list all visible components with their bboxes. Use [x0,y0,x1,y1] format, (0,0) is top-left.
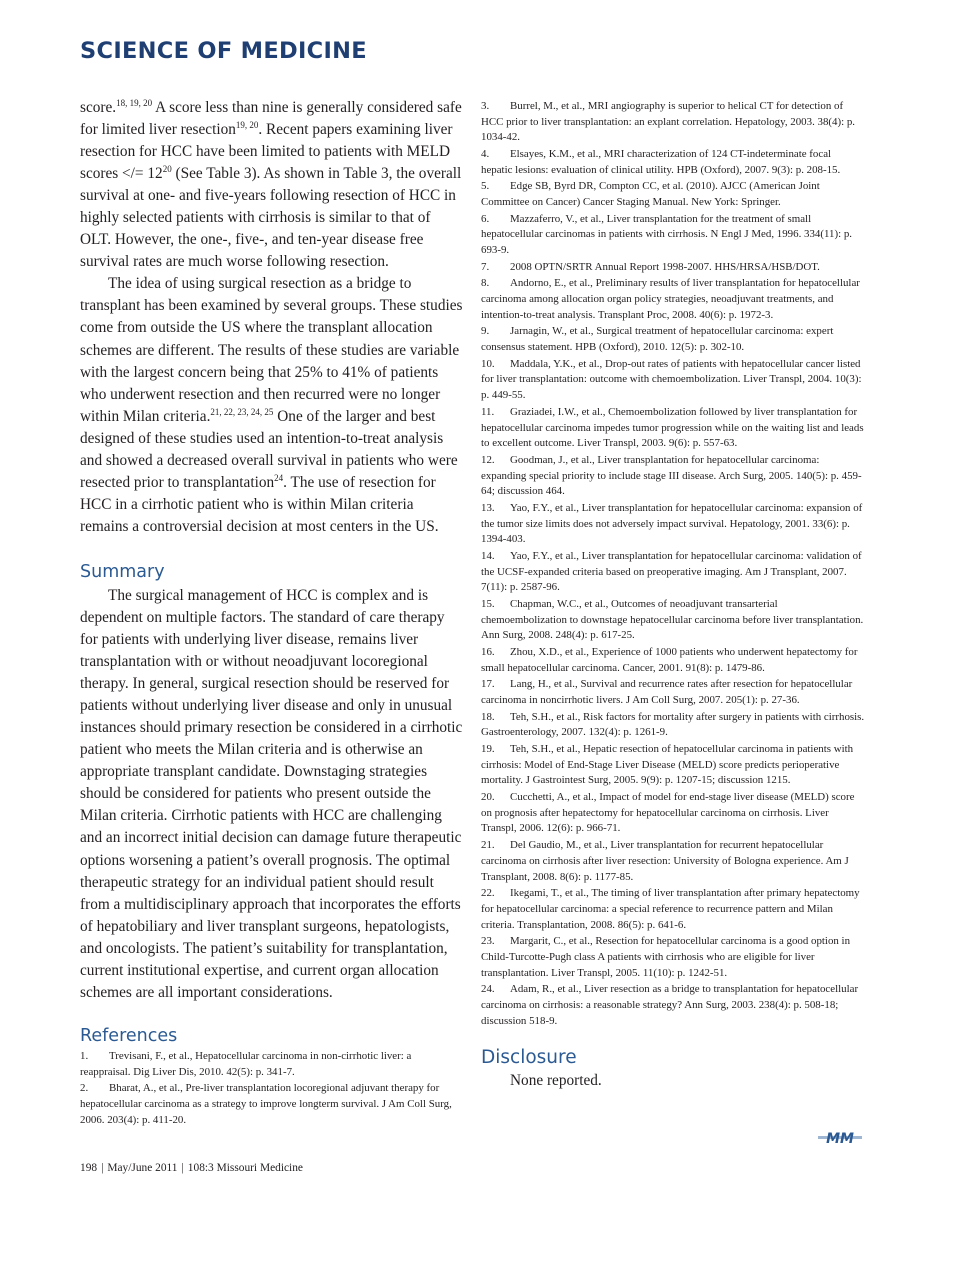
reference-number: 11. [481,405,495,418]
reference-number: 12. [481,453,495,466]
disclosure-text: None reported. [510,1072,602,1090]
page-footer: 198 | May/June 2011 | 108:3 Missouri Medicine [80,1162,303,1174]
reference-number: 2. [80,1082,89,1095]
reference-number: 19. [481,743,495,755]
reference-item [481,677,865,708]
summary-heading: Summary [80,561,165,582]
reference-item [481,453,865,500]
issue-date: May/June 2011 [107,1162,178,1174]
reference-number: 5. [481,180,490,193]
reference-text: Yao, F.Y., et al., Liver transplantation for hepatocellular carcinoma: validation of the UCSF-expanded criteria based on preoperative imaging. Am J Transplant, 2007. 7(11): p. 2587-96. [481,549,862,594]
reference-text: Chapman, W.C., et al., Outcomes of neoadjuvant transarterial chemoembolization to downstage hepatocellular carcinoma before liver transplantation. Ann Surg, 2008. 248(4): p. 617-25. [481,597,864,642]
summary-paragraph: The surgical management of HCC is complex and is dependent on multiple factors. The standard of care therapy for patients with underlying liver disease, remains liver transplantation with or without neoadjuvant locoregional therapy. In general, surgical resection should be reserved for patients without underlying liver disease and only in unusual instances should primary resection be considered in a cirrhotic patient who meets the Milan criteria and is otherwise an appropriate transplant candidate. Downstaging strategies should be considered for patients who present outside the Milan criteria. Cirrhotic patients with HCC are challenging and an incorrect initial decision can damage future therapeutic options worsening a patient’s overall prognosis. The optimal therapeutic strategy for an individual patient should result from a multidisciplinary approach that incorporates the efforts of hepatobiliary and liver transplant surgeons, hepatologists, and oncologists. The patient’s suitability for transplantation, current institutional expertise, and current organ allocation schemes are all important considerations. [80,586,463,1001]
reference-number: 8. [481,277,490,290]
reference-list-left [80,1049,464,1128]
reference-text: Cucchetti, A., et al., Impact of model for end-stage liver disease (MELD) score on prognosis after hepatectomy for hepatocellular carcinoma on cirrhosis. Liver Transpl, 2006. 12(6): p. 966-71. [481,791,855,835]
reference-number: 13. [481,501,495,514]
reference-text: Trevisani, F., et al., Hepatocellular carcinoma in non-cirrhotic liver: a reappraisal. Dig Liver Dis, 2010. 42(5): p. 341-7. [80,1049,412,1078]
reference-number: 10. [481,357,495,370]
reference-text: Teh, S.H., et al., Hepatic resection of hepatocellular carcinoma in patients with cirrhosis: Model of End-Stage Liver Disease (MELD) score predicts perioperative mortality. J Gastrointest Surg, 2005. 9(9): p. 1207-15; discussion 1215. [481,743,854,787]
reference-number: 20. [481,791,495,804]
reference-item [481,147,865,178]
missouri-medicine-logo [818,1129,862,1145]
reference-number: 6. [481,212,490,225]
reference-text: Adam, R., et al., Liver resection as a bridge to transplantation for hepatocellular carcinoma on cirrhosis: a reasonable strategy? Ann Surg, 2003. 238(4): p. 508-18; discussion 518-9. [481,983,859,1027]
reference-number: 3. [481,100,490,112]
reference-item [481,645,865,676]
reference-text: Goodman, J., et al., Liver transplantation for hepatocellular carcinoma: expanding special priority to include stage III disease. Arch Surg, 2005. 140(5): p. 459-64; discussion 464. [481,453,862,498]
reference-text: Ikegami, T., et al., The timing of liver transplantation after primary hepatectomy for hepatocellular carcinoma: a special reference to recurrence pattern and Milan criteria. Transplantation, 2008. 86(5): p. 641-6. [481,887,860,931]
logo-mark-text: MM [826,1131,854,1145]
reference-number: 9. [481,325,490,338]
page-number: 198 [80,1162,98,1174]
reference-number: 18. [481,710,495,723]
reference-number: 16. [481,646,495,659]
reference-item [481,742,865,789]
reference-text: Andorno, E., et al., Preliminary results of liver transplantation for hepatocellular carcinoma among allocation organ policy strategies, neoadjuvant treatments, and intention-to-treat analysis. Transplant Proc, 2008. 40(6): p. 1972-3. [481,277,860,321]
reference-item [481,886,865,933]
reference-item [481,357,865,404]
reference-item [481,838,865,885]
journal-section-title: SCIENCE OF MEDICINE [80,38,367,64]
journal-issue: 108:3 Missouri Medicine [187,1162,303,1174]
reference-item [481,597,865,644]
reference-item [481,405,865,452]
reference-item [481,549,865,596]
reference-text: Graziadei, I.W., et al., Chemoembolization followed by liver transplantation for hepatocellular carcinoma impedes tumor progression while on the waiting list and leads to excellent outcome. Liver Transpl, 2003. 9(6): p. 557-63. [481,405,864,450]
references-heading: References [80,1025,178,1046]
reference-item [481,324,865,355]
reference-item [481,212,865,259]
reference-text: Margarit, C., et al., Resection for hepatocellular carcinoma is a good option in Child-Turcotte-Pugh class A patients with cirrhosis who are eligible for liver transplantation. Liver Transpl, 2005. 11(10): p. 1242-51. [481,935,851,979]
reference-text: Maddala, Y.K., et al., Drop-out rates of patients with hepatocellular cancer listed for liver transplantation: outcome with chemoembolization. Liver Transpl, 2004. 10(3): p. 449-55. [481,357,862,402]
reference-number: 1. [80,1049,89,1062]
disclosure-heading: Disclosure [481,1047,577,1069]
reference-item [481,179,865,210]
reference-list-right [481,99,865,1029]
reference-number: 7. [481,260,490,273]
reference-number: 17. [481,678,495,691]
reference-item [481,276,865,323]
reference-text: Elsayes, K.M., et al., MRI characterization of 124 CT-indeterminate focal hepatic lesions: evaluation of clinical utility. HPB (Oxford), 2007. 9(3): p. 208-15. [481,148,841,176]
reference-number: 24. [481,983,495,996]
reference-text: Yao, F.Y., et al., Liver transplantation for hepatocellular carcinoma: expansion of the tumor size limits does not adversely impact survival. Hepatology, 2001. 33(6): p. 1394-403. [481,501,863,546]
reference-text: Lang, H., et al., Survival and recurrence rates after resection for hepatocellular carcinoma in noncirrhotic livers. J Am Coll Surg, 2007. 205(1): p. 27-36. [481,678,853,707]
reference-item [481,934,865,981]
reference-number: 14. [481,549,495,562]
reference-item [80,1049,464,1080]
reference-number: 15. [481,597,495,610]
body-paragraph-2: The idea of using surgical resection as a bridge to transplant has been examined by several groups. These studies come from outside the US where the transplant allocation schemes are different. The results of these studies are variable with the largest concern being that 25% to 41% of patients who underwent resection and then recurred were no longer within Milan criteria.$^{21, 22, 23, 24, 25}$ One of the larger and best designed of these studies used an intention-to-treat analysis and showed a decreased overall survival in patients who were resected prior to transplantation$^{24}$. The use of resection for HCC in a cirrhotic patient who is within Milan criteria remains a controversial decision at most centers in the US. [80,275,463,535]
reference-text: Del Gaudio, M., et al., Liver transplantation for recurrent hepatocellular carcinoma on cirrhosis after liver resection: University of Bologna experience. Am J Transplant, 2008. 8(6): p. 1177-85. [481,839,849,883]
reference-text: Mazzaferro, V., et al., Liver transplantation for the treatment of small hepatocellular carcinomas in patients with cirrhosis. N Engl J Med, 1996. 334(11): p. 693-9. [481,212,853,257]
reference-text: Teh, S.H., et al., Risk factors for mortality after surgery in patients with cirrhosis. Gastroenterology, 2007. 132(4): p. 1261-9. [481,710,865,739]
left-column [80,97,464,1129]
reference-item [481,501,865,548]
reference-text: Jarnagin, W., et al., Surgical treatment of hepatocellular carcinoma: expert consensus statement. HPB (Oxford), 2010. 12(5): p. 302-10. [481,325,834,354]
reference-text: Bharat, A., et al., Pre-liver transplantation locoregional adjuvant therapy for hepatocellular carcinoma as a strategy to improve longterm survival. J Am Coll Surg, 2006. 203(4): p. 411-20. [80,1082,452,1126]
reference-number: 21. [481,839,495,852]
reference-number: 22. [481,887,495,900]
body-paragraph-1: score.$^{18, 19, 20}$ A score less than nine is generally considered safe for limited liver resection$^{19, 20}$. Recent papers examining liver resection for HCC have been limited to patients with MELD scores </= $12^{20}$ (See Table 3). As shown in Table 3, the overall survival at one- and five-years following resection of HCC in highly selected patients with cirrhosis is similar to that of OLT. However, the one-, five-, and ten-year disease free survival rates are much worse following resection. [80,98,462,271]
reference-item [481,99,865,146]
reference-number: 23. [481,935,495,948]
reference-item [481,790,865,837]
reference-text: Burrel, M., et al., MRI angiography is superior to helical CT for detection of HCC prior to liver transplantation: an explant correlation. Hepatology, 2003. 38(4): p. 1034-42. [481,100,856,144]
reference-text: Edge SB, Byrd DR, Compton CC, et al. (2010). AJCC (American Joint Committee on Cancer) Cancer Staging Manual. New York: Springer. [481,180,820,209]
reference-item [481,982,865,1029]
reference-text: 2008 OPTN/SRTR Annual Report 1998-2007. HHS/HRSA/HSB/DOT. [510,260,820,273]
reference-item [481,710,865,741]
reference-text: Zhou, X.D., et al., Experience of 1000 patients who underwent hepatectomy for small hepatocellular carcinoma. Cancer, 2001. 91(8): p. 1479-86. [481,646,858,674]
reference-number: 4. [481,148,490,161]
right-column [481,99,865,1091]
reference-item [481,260,865,276]
reference-item [80,1081,464,1128]
